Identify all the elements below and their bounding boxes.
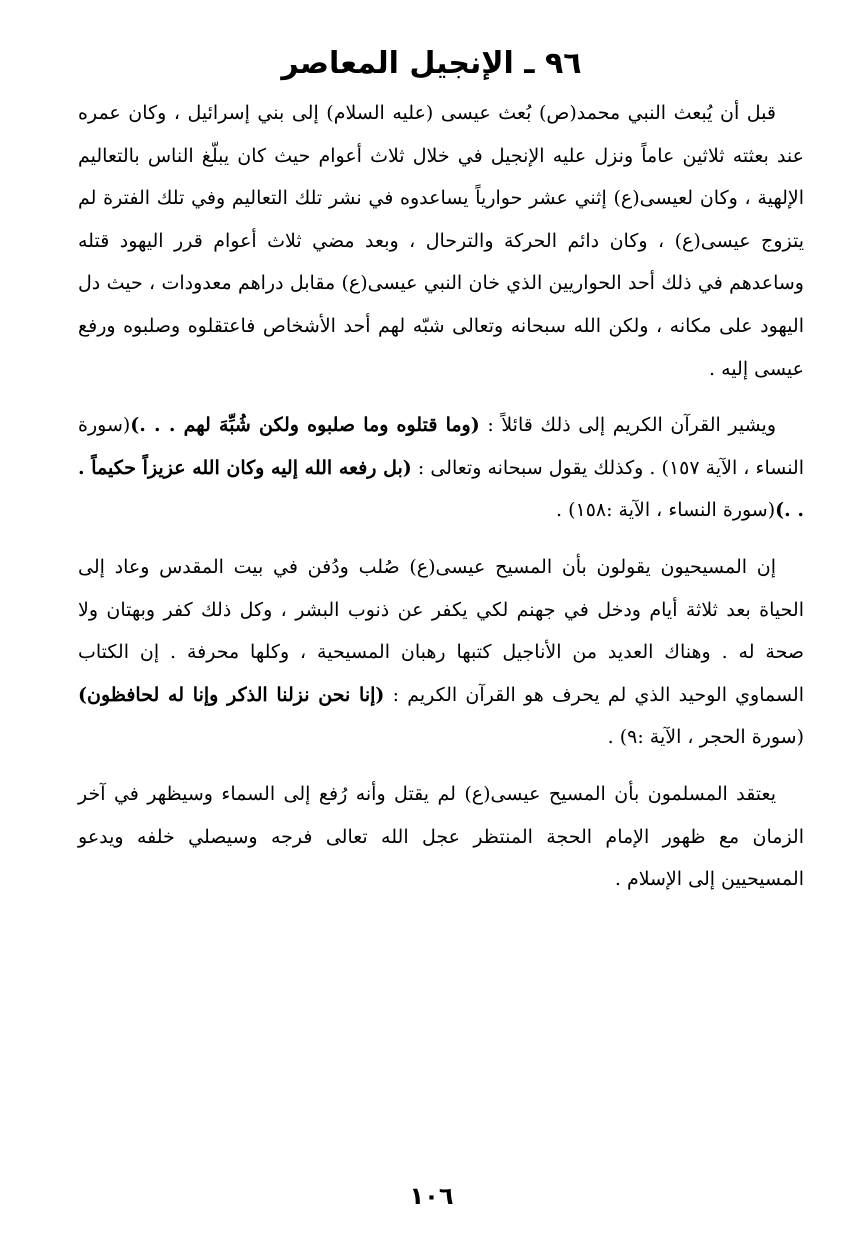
quran-reference-1: (سورة النساء ، الآية ١٥٧) . وكذلك يقول سبحانه وتعالى : [78,414,804,479]
paragraph-2 [78,404,804,532]
quran-quote-1: (وما قتلوه وما صلبوه ولكن شُبِّهَ لهم . . .) [130,414,480,437]
paragraph-4: يعتقد المسلمون بأن المسيح عيسى(ع) لم يقتل وأنه رُفع إلى السماء وسيظهر في آخر الزمان مع ظهور الإمام الحجة المنتظر عجل الله تعالى فرجه وسيصلي خلفه ويدعو المسيحيين إلى الإسلام . [78,782,804,891]
paragraph-3-text: إن المسيحيون يقولون بأن المسيح عيسى(ع) صُلب ودُفن في بيت المقدس وعاد إلى الحياة بعد ثلاثة أيام ودخل في جهنم لكي يكفر عن ذنوب البشر ، وكل ذلك كفر وبهتان ولا صحة له . وهناك العديد من الأناجيل كتبها رهبان المسيحية ، وكلها محرفة . إن الكتاب السماوي الوحيد الذي لم يحرف هو القرآن الكريم : [78,555,804,706]
quran-reference-3: (سورة الحجر ، الآية :٩) . [607,726,804,749]
quran-quote-3: (إنا نحن نزلنا الذكر وإنا له لحافظون) [78,683,385,706]
paragraph-1: قبل أن يُبعث النبي محمد(ص) بُعث عيسى (عليه السلام) إلى بني إسرائيل ، وكان عمره عند بعثته ثلاثين عاماً ونزل عليه الإنجيل في خلال ثلاث أعوام حيث كان يبلّغ الناس بالتعاليم الإلهية ، وكان لعيسى(ع) إثني عشر حوارياً يساعدوه في نشر تلك التعاليم وفي تلك الفترة لم يتزوج عيسى(ع) ، وكان دائم الحركة والترحال ، وبعد مضي ثلاث أعوام قرر اليهود قتله وساعدهم في ذلك أحد الحواريين الذي خان النبي عيسى(ع) مقابل دراهم معدودات ، حيث دل اليهود على مكانه ، ولكن الله سبحانه وتعالى شبّه لهم أحد الأشخاص فاعتقلوه وصلبوه ورفع عيسى إليه . [78,102,804,380]
paragraph-3 [78,546,804,759]
page-body [78,92,804,901]
paragraph-2-intro: ويشير القرآن الكريم إلى ذلك قائلاً : [479,414,777,437]
quran-reference-2: (سورة النساء ، الآية :١٥٨) . [555,499,776,522]
page-number: ١٠٦ [409,1182,454,1210]
page-title: ٩٦ ـ الإنجيل المعاصر [281,46,582,81]
quran-quote-2: (بل رفعه الله إليه وكان الله عزيزاً حكيماً . . .) [78,456,804,522]
